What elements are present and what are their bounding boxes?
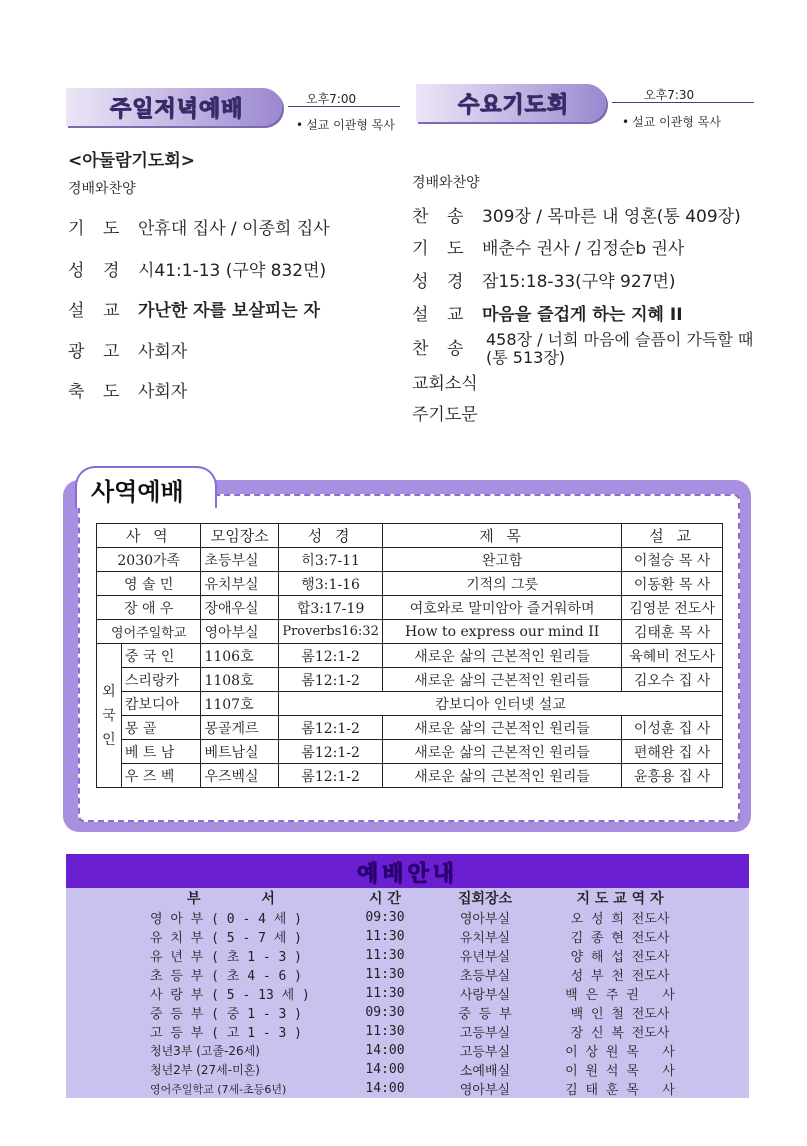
cell-place: 1106호 <box>201 644 279 668</box>
ministry-header-row <box>97 524 723 548</box>
list-item: 중 등 부 ( 중 1 - 3 ) 09:30 중 등 부 백 인 철 전도사 <box>150 1005 670 1022</box>
guide-title: 예배안내 <box>356 862 458 887</box>
cell-bible: 롬12:1-2 <box>279 716 383 740</box>
list-item: 영어주일학교 (7세-초등6년) 14:00 영아부실 김 태 훈 목 사 <box>150 1081 675 1098</box>
wednesday-row-scripture: 성 경 잠15:18-33(구약 927면) <box>412 272 676 292</box>
guide-header-row <box>150 888 700 908</box>
cell-preacher: 윤흥용 집 사 <box>622 764 723 788</box>
table-row <box>97 740 723 764</box>
guide-table <box>150 888 700 1098</box>
cell-topic: 기적의 그릇 <box>383 572 622 596</box>
cell-topic: 새로운 삶의 근본적인 원리들 <box>383 716 622 740</box>
table-row <box>97 644 723 668</box>
wednesday-hymn2-line1: 458장 / 너희 마음에 슬픔이 가득할 때 <box>486 330 754 349</box>
cell-place: 초등부실 <box>201 548 279 572</box>
sunday-row-announcement: 광 고 사회자 <box>68 342 188 362</box>
cell-place: 장애우실 <box>201 596 279 620</box>
wednesday-hymn2-line2: (통 513장) <box>486 348 566 367</box>
list-item: 유 년 부 ( 초 1 - 3 ) 11:30 유년부실 양 해 섭 전도사 <box>150 948 670 965</box>
table-row <box>97 548 723 572</box>
cell-foreign-label: 외국인 <box>97 644 122 788</box>
header-preacher: 설 교 <box>622 524 723 548</box>
wednesday-divider <box>612 102 754 103</box>
header-ministry: 사 역 <box>97 524 201 548</box>
cell-bible: Proverbs16:32 <box>279 620 383 644</box>
list-item: 청년2부 (27세-미혼) 14:00 소예배실 이 원 석 목 사 <box>150 1062 675 1079</box>
sunday-row-prayer: 기 도 안휴대 집사 / 이종희 집사 <box>68 219 330 239</box>
cell-topic: How to express our mind II <box>383 620 622 644</box>
wednesday-time: 오후7:30 <box>644 88 695 102</box>
cell-name: 캄보디아 <box>121 692 201 716</box>
guide-title-bar <box>66 854 749 888</box>
guide-header-dept: 부 서 <box>187 891 303 907</box>
sunday-opening: 경배와찬양 <box>68 181 136 197</box>
cell-place: 유치부실 <box>201 572 279 596</box>
cell-topic: 새로운 삶의 근본적인 원리들 <box>383 644 622 668</box>
cell-place: 우즈벡실 <box>201 764 279 788</box>
list-item: 사 랑 부 ( 5 - 13 세 ) 11:30 사랑부실 백 은 주 권 사 <box>150 986 675 1003</box>
cell-name: 스리랑카 <box>121 668 201 692</box>
ministry-title: 사역예배 <box>91 478 184 506</box>
cell-place: 몽골게르 <box>201 716 279 740</box>
cell-bible: 롬12:1-2 <box>279 668 383 692</box>
wednesday-row-hymn: 찬 송 309장 / 목마른 내 영혼(통 409장) <box>412 207 741 227</box>
list-item: 고 등 부 ( 고 1 - 3 ) 11:30 고등부실 장 신 복 전도사 <box>150 1024 670 1041</box>
wednesday-row-sermon: 설 교 마음을 즐겁게 하는 지혜 II <box>412 305 683 325</box>
cell-preacher: 김영분 전도사 <box>622 596 723 620</box>
cell-bible: 롬12:1-2 <box>279 740 383 764</box>
header-topic: 제 목 <box>383 524 622 548</box>
ministry-title-tab <box>75 466 217 508</box>
guide-header-leader: 지 도 교 역 자 <box>576 891 664 907</box>
cell-name: 장 애 우 <box>97 596 201 620</box>
table-row <box>97 668 723 692</box>
sunday-row-benediction: 축 도 사회자 <box>68 382 188 402</box>
wednesday-opening: 경배와찬양 <box>412 175 480 191</box>
cell-name: 영어주일학교 <box>97 620 201 644</box>
sunday-title-banner <box>66 88 282 126</box>
cell-merged: 캄보디아 인터넷 설교 <box>279 692 723 716</box>
cell-bible: 롬12:1-2 <box>279 644 383 668</box>
table-row <box>97 620 723 644</box>
cell-name: 중 국 인 <box>121 644 201 668</box>
cell-topic: 새로운 삶의 근본적인 원리들 <box>383 740 622 764</box>
table-row <box>97 692 723 716</box>
ministry-table <box>96 523 723 788</box>
cell-preacher: 이철승 목 사 <box>622 548 723 572</box>
wednesday-title-banner <box>416 84 606 122</box>
sunday-row-sermon: 설 교 가난한 자를 보살피는 자 <box>68 301 320 321</box>
cell-place: 영아부실 <box>201 620 279 644</box>
sunday-divider <box>288 106 400 107</box>
guide-header-place: 집회장소 <box>457 891 513 907</box>
cell-preacher: 편해완 집 사 <box>622 740 723 764</box>
guide-header-time: 시 간 <box>369 891 401 907</box>
sunday-preacher: • 설교 이관형 목사 <box>296 116 395 133</box>
sunday-subtitle: <아둘람기도회> <box>68 151 196 171</box>
table-row <box>97 764 723 788</box>
cell-preacher: 김오수 집 사 <box>622 668 723 692</box>
cell-topic: 새로운 삶의 근본적인 원리들 <box>383 764 622 788</box>
cell-topic: 완고함 <box>383 548 622 572</box>
cell-preacher: 이동환 목 사 <box>622 572 723 596</box>
cell-bible: 합3:17-19 <box>279 596 383 620</box>
cell-topic: 여호와로 말미암아 즐거워하며 <box>383 596 622 620</box>
cell-name: 우 즈 벡 <box>121 764 201 788</box>
wednesday-row-prayer: 기 도 배춘수 권사 / 김정순b 권사 <box>412 239 685 259</box>
cell-bible: 히3:7-11 <box>279 548 383 572</box>
cell-place: 1108호 <box>201 668 279 692</box>
wednesday-row-hymn2: 찬 송 <box>412 339 464 359</box>
cell-preacher: 김태훈 목 사 <box>622 620 723 644</box>
list-item: 초 등 부 ( 초 4 - 6 ) 11:30 초등부실 성 부 천 전도사 <box>150 967 670 984</box>
wednesday-lords-prayer: 주기도문 <box>412 405 478 425</box>
wednesday-preacher: • 설교 이관형 목사 <box>622 113 721 130</box>
wednesday-news: 교회소식 <box>412 374 478 394</box>
table-row <box>97 596 723 620</box>
cell-name: 베 트 남 <box>121 740 201 764</box>
cell-name: 영 솔 민 <box>97 572 201 596</box>
cell-bible: 행3:1-16 <box>279 572 383 596</box>
sunday-title: 주일저녁예배 <box>110 97 244 122</box>
cell-place: 베트남실 <box>201 740 279 764</box>
cell-name: 2030가족 <box>97 548 201 572</box>
cell-name: 몽 골 <box>121 716 201 740</box>
list-item: 유 치 부 ( 5 - 7 세 ) 11:30 유치부실 김 종 현 전도사 <box>150 929 670 946</box>
cell-place: 1107호 <box>201 692 279 716</box>
cell-preacher: 이성훈 집 사 <box>622 716 723 740</box>
wednesday-title: 수요기도회 <box>458 93 570 118</box>
cell-preacher: 육혜비 전도사 <box>622 644 723 668</box>
header-place: 모임장소 <box>201 524 279 548</box>
list-item: 영 아 부 ( 0 - 4 세 ) 09:30 영아부실 오 성 희 전도사 <box>150 910 670 927</box>
cell-topic: 새로운 삶의 근본적인 원리들 <box>383 668 622 692</box>
cell-bible: 롬12:1-2 <box>279 764 383 788</box>
sunday-time: 오후7:00 <box>306 92 357 106</box>
sunday-row-scripture: 성 경 시41:1-13 (구약 832면) <box>68 261 327 281</box>
list-item: 청년3부 (고졸-26세) 14:00 고등부실 이 상 원 목 사 <box>150 1043 675 1060</box>
header-bible: 성 경 <box>279 524 383 548</box>
table-row <box>97 572 723 596</box>
table-row <box>97 716 723 740</box>
